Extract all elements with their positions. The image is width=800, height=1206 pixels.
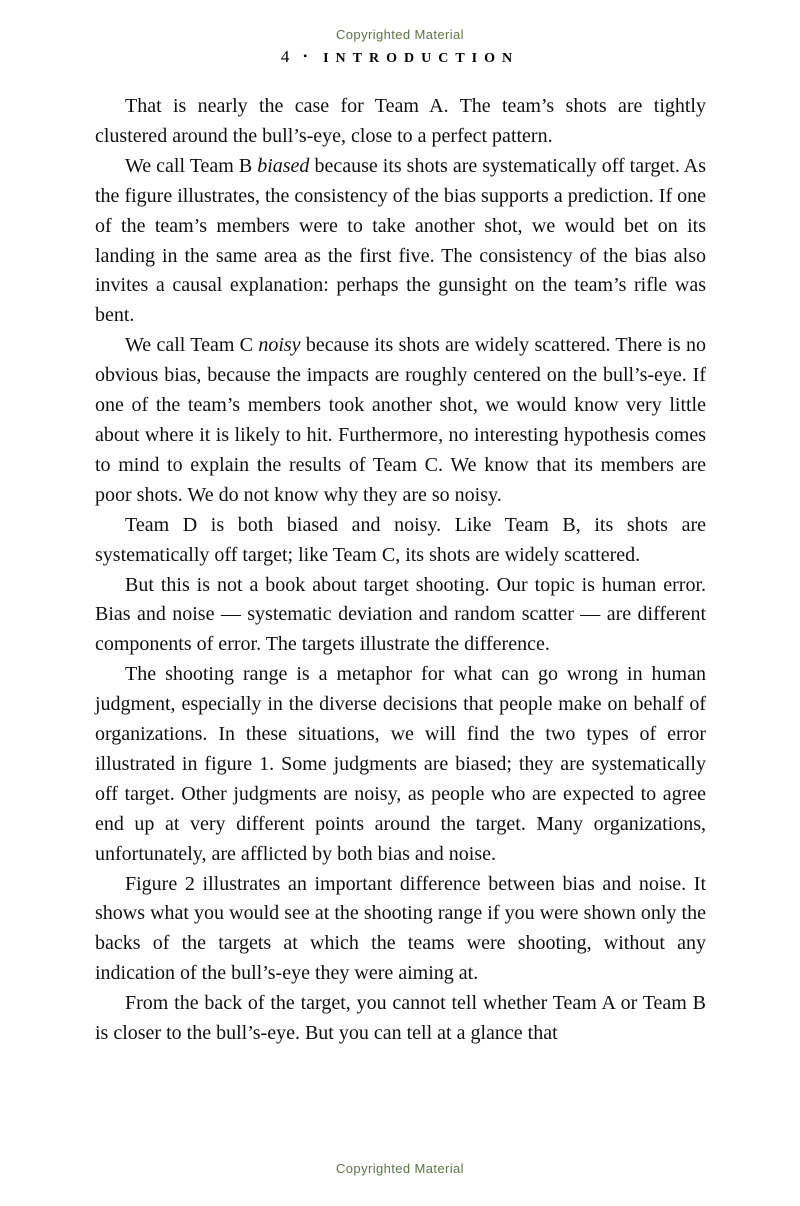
page-body	[95, 92, 706, 1049]
paragraph	[95, 660, 706, 869]
paragraph	[95, 870, 706, 990]
text-run: We call Team C	[125, 334, 259, 357]
text-run: But this is not a book about target shooting. Our topic is human error. Bias and noise — systematic deviation and random scatter — are different components of error. The targets illustrate the difference.	[95, 573, 706, 656]
text-run: From the back of the target, you cannot tell whether Team A or Team B is closer to the bull’s-eye. But you can tell at a glance that	[95, 992, 706, 1045]
text-run: because its shots are systematically off target. As the figure illustrates, the consistency of the bias supports a prediction. If one of the team’s members were to take another shot, we would bet on its landing in the same area as the first five. The consistency of the bias also invites a causal explanation: perhaps the gunsight on the team’s rifle was bent.	[95, 154, 706, 327]
chapter-title: INTRODUCTION	[323, 51, 520, 66]
separator-bullet: •	[303, 49, 308, 63]
italic-text-run: biased	[257, 154, 310, 177]
paragraph	[95, 571, 706, 661]
paragraph	[95, 989, 706, 1049]
page-number: 4	[280, 47, 290, 66]
italic-text-run: noisy	[258, 334, 301, 357]
text-run: The shooting range is a metaphor for what can go wrong in human judgment, especially in the diverse decisions that people make on behalf of organizations. In these situations, we will find the two types of error illustrated in figure 1. Some judgments are biased; they are systematically off target. Other judgments are noisy, as people who are expected to agree end up at very different points around the target. Many organizations, unfortunately, are afflicted by both bias and noise.	[95, 663, 706, 865]
text-run: because its shots are widely scattered. There is no obvious bias, because the impacts are roughly centered on the bull’s-eye. If one of the team’s members took another shot, we would know very little about where it is likely to hit. Furthermore, no interesting hypothesis comes to mind to explain the results of Team C. We know that its members are poor shots. We do not know why they are so noisy.	[95, 334, 706, 506]
text-run: Team D is both biased and noisy. Like Team B, its shots are systematically off target; like Team C, its shots are widely scattered.	[95, 513, 706, 566]
copyright-notice-top: Copyrighted Material	[336, 27, 464, 42]
running-head	[0, 47, 800, 67]
text-run: That is nearly the case for Team A. The team’s shots are tightly clustered around the bull’s-eye, close to a perfect pattern.	[95, 95, 706, 147]
text-run: We call Team B	[125, 154, 258, 177]
paragraph	[95, 331, 706, 510]
text-run: Figure 2 illustrates an important difference between bias and noise. It shows what you would see at the shooting range if you were shown only the backs of the targets at which the teams were shooting, without any indication of the bull’s-eye they were aiming at.	[95, 872, 706, 985]
copyright-notice-bottom: Copyrighted Material	[336, 1161, 464, 1176]
paragraph	[95, 152, 706, 331]
paragraph	[95, 92, 706, 152]
paragraph	[95, 511, 706, 571]
